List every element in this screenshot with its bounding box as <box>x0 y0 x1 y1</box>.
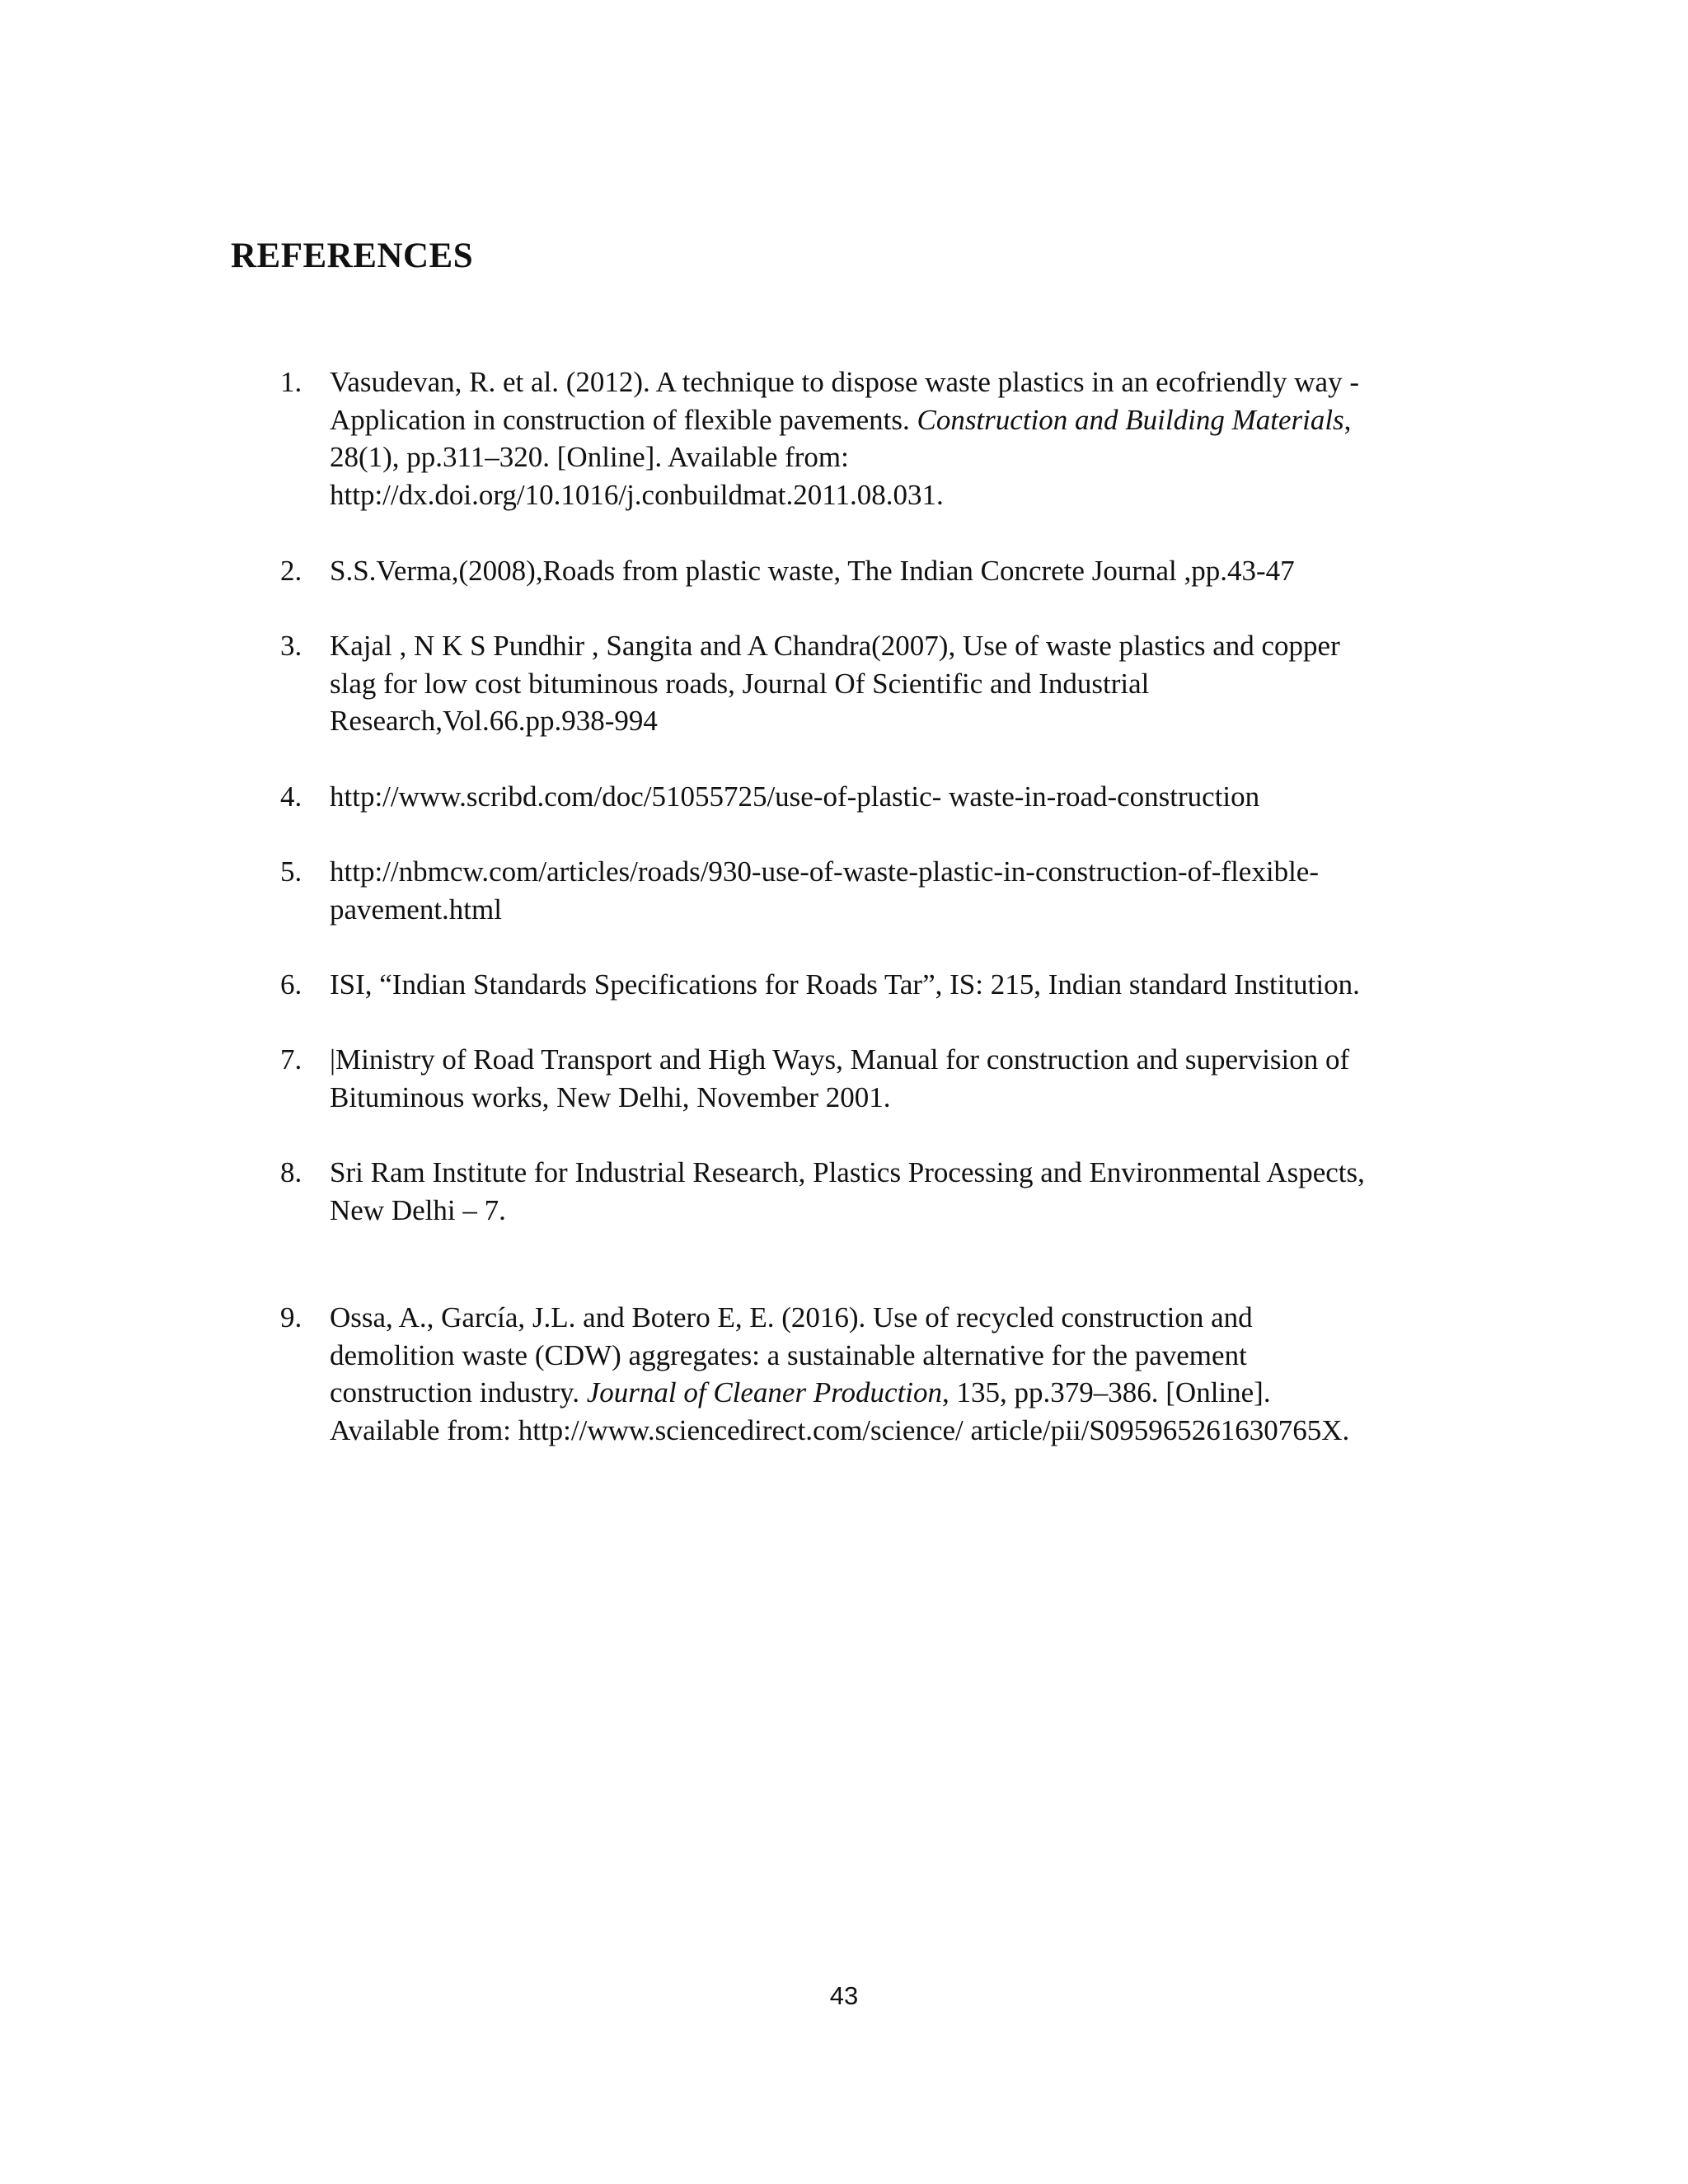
reference-text <box>330 1154 1500 1229</box>
reference-url[interactable]: http://dx.doi.org/10.1016/j.conbuildmat.2011.08.031. <box>330 478 944 511</box>
reference-text <box>330 966 1500 1004</box>
reference-url[interactable]: http://nbmcw.com/articles/roads/930-use-of-waste-plastic-in-construction-of-flexible- <box>330 855 1319 888</box>
reference-fragment: , <box>1343 403 1352 436</box>
reference-line: |Ministry of Road Transport and High Ways, Manual for construction and supervision of <box>330 1043 1350 1076</box>
reference-line: Bituminous works, New Delhi, November 2001. <box>330 1080 891 1113</box>
reference-number: 3. <box>280 630 302 662</box>
reference-line: demolition waste (CDW) aggregates: a sustainable alternative for the pavement <box>330 1338 1247 1371</box>
reference-url[interactable]: Available from: http://www.sciencedirect.com/science/ article/pii/S095965261630765X. <box>330 1413 1350 1446</box>
reference-line: slag for low cost bituminous roads, Journal Of Scientific and Industrial <box>330 667 1150 700</box>
reference-text <box>330 778 1500 816</box>
reference-line: Research,Vol.66.pp.938-994 <box>330 705 658 737</box>
reference-line: Vasudevan, R. et al. (2012). A technique to dispose waste plastics in an ecofriendly way - <box>330 366 1359 398</box>
reference-text <box>330 363 1500 513</box>
reference-line: Ossa, A., García, J.L. and Botero E, E. (2016). Use of recycled construction and <box>330 1301 1253 1333</box>
reference-number: 6. <box>280 968 302 1001</box>
page-title: REFERENCES <box>231 237 474 275</box>
reference-line: ISI, “Indian Standards Specifications for Roads Tar”, IS: 215, Indian standard Institution. <box>330 968 1360 1001</box>
reference-url[interactable]: http://www.scribd.com/doc/51055725/use-of-plastic- waste-in-road-construction <box>330 780 1260 813</box>
page-number: 43 <box>829 1981 859 2010</box>
reference-line: New Delhi – 7. <box>330 1193 506 1226</box>
reference-fragment: construction industry. <box>330 1376 587 1408</box>
journal-title: Construction and Building Materials <box>917 403 1344 436</box>
journal-title: Journal of Cleaner Production <box>586 1376 943 1408</box>
reference-number: 9. <box>280 1301 302 1333</box>
reference-line: 28(1), pp.311–320. [Online]. Available from: <box>330 441 849 473</box>
reference-fragment: Application in construction of flexible pavements. <box>330 403 917 436</box>
reference-text <box>330 552 1500 590</box>
reference-number: 2. <box>280 555 302 587</box>
reference-fragment: , 135, pp.379–386. [Online]. <box>942 1376 1271 1408</box>
reference-number: 8. <box>280 1156 302 1188</box>
reference-line <box>330 1374 1500 1412</box>
reference-line: Sri Ram Institute for Industrial Research, Plastics Processing and Environmental Aspects, <box>330 1156 1365 1188</box>
reference-text <box>330 1299 1500 1449</box>
reference-url-continued[interactable]: pavement.html <box>330 893 502 926</box>
reference-text <box>330 1041 1500 1116</box>
reference-text <box>330 853 1500 928</box>
reference-text <box>330 627 1500 740</box>
reference-line: Kajal , N K S Pundhir , Sangita and A Chandra(2007), Use of waste plastics and copper <box>330 630 1340 662</box>
reference-line: S.S.Verma,(2008),Roads from plastic waste, The Indian Concrete Journal ,pp.43-47 <box>330 555 1295 587</box>
reference-number: 4. <box>280 780 302 813</box>
reference-number: 7. <box>280 1043 302 1076</box>
reference-number: 5. <box>280 855 302 888</box>
reference-line <box>330 401 1500 439</box>
reference-number: 1. <box>280 366 302 398</box>
